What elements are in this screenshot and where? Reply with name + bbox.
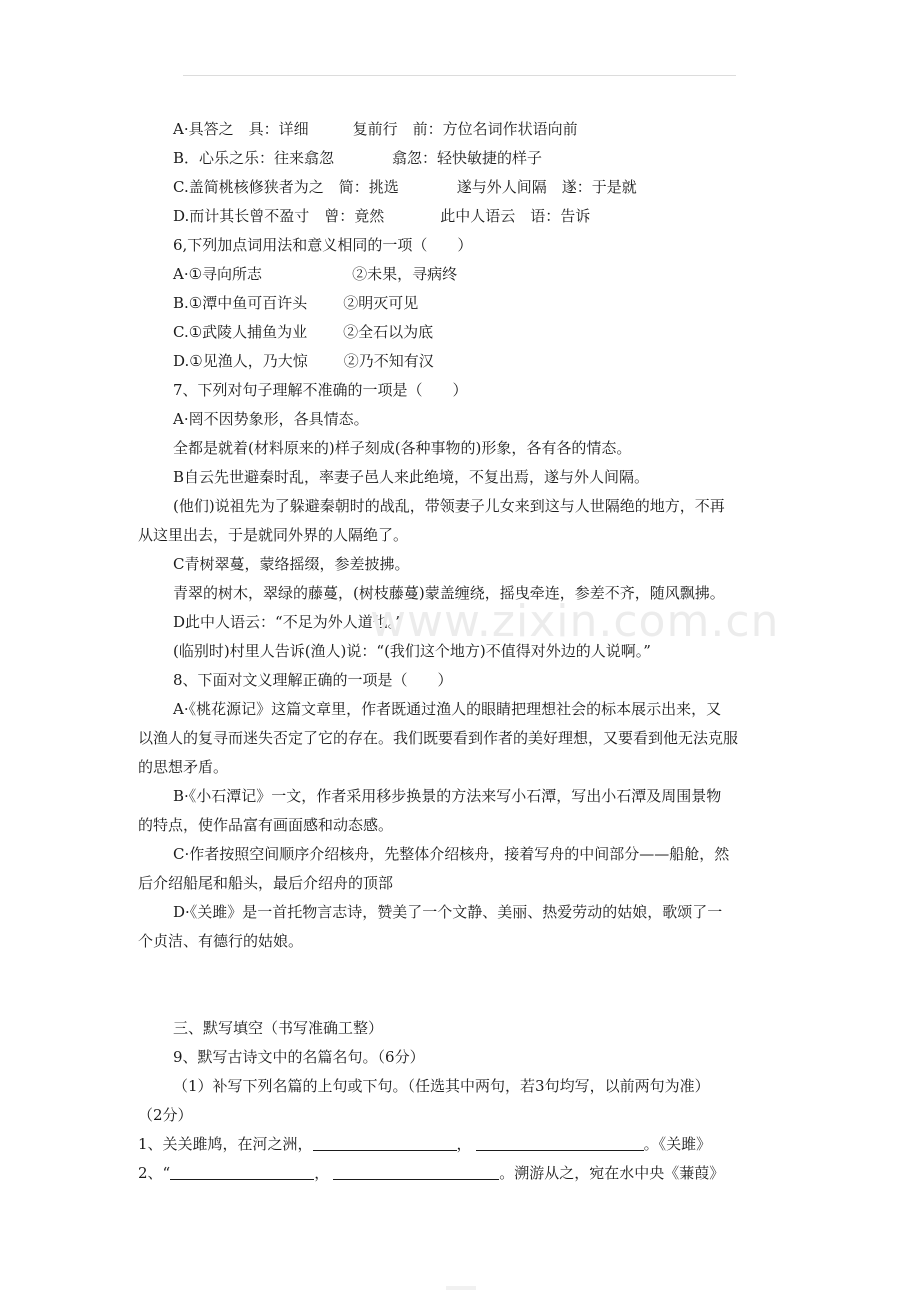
answer-blank[interactable] xyxy=(313,1136,457,1151)
q5-a-left: A·具答之 具：详细 xyxy=(173,120,309,138)
fill-item-1-separator: ， xyxy=(456,1135,472,1153)
q6-option-b xyxy=(173,293,418,313)
q5-option-c xyxy=(173,177,637,197)
q8-option-a-3: 的思想矛盾。 xyxy=(138,758,229,776)
q6-option-a xyxy=(173,264,457,284)
q9-instruction-1: （1）补写下列名篇的上句或下句。（任选其中两句，若3句均写，以前两句为准） xyxy=(173,1077,710,1095)
q7-option-c: C青树翠蔓，蒙络摇缀，参差披拂。 xyxy=(173,555,410,573)
q9-stem: 9、默写古诗文中的名篇名句。（6分） xyxy=(173,1048,425,1066)
header-rule xyxy=(183,75,736,76)
answer-blank[interactable] xyxy=(170,1165,314,1180)
q5-b-right: 翕忽：轻快敏捷的样子 xyxy=(392,149,543,167)
watermark: www.zixin.com.cn xyxy=(370,596,780,647)
q6-b-left: B.①潭中鱼可百许头 xyxy=(173,294,308,312)
q7-option-b-translation-1: (他们)说祖先为了躲避秦朝时的战乱，带领妻子儿女来到这与人世隔绝的地方，不再 xyxy=(173,497,725,515)
fill-item-1 xyxy=(138,1134,711,1154)
q5-option-a xyxy=(173,119,578,139)
q6-option-c xyxy=(173,322,433,342)
fill-item-2-prefix: 2、“ xyxy=(138,1164,171,1182)
q6-b-right: ②明灭可见 xyxy=(343,294,419,312)
fill-item-2-separator: ， xyxy=(314,1164,330,1182)
q5-a-right: 复前行 前：方位名词作状语向前 xyxy=(352,120,578,138)
q8-stem: 8、下面对文义理解正确的一项是（ ） xyxy=(173,671,453,689)
q7-stem: 7、下列对句子理解不准确的一项是（ ） xyxy=(173,381,468,399)
q8-option-b-2: 的特点，使作品富有画面感和动态感。 xyxy=(138,816,394,834)
q6-option-d xyxy=(173,351,434,371)
q5-c-left: C.盖简桃核修狭者为之 简：挑选 xyxy=(173,178,399,196)
q8-option-d-2: 个贞洁、有德行的姑娘。 xyxy=(138,932,304,950)
q6-a-right: ②未果，寻病终 xyxy=(352,265,458,283)
q6-d-left: D.①见渔人，乃大惊 xyxy=(173,352,308,370)
q5-d-right: 此中人语云 语：告诉 xyxy=(440,207,591,225)
fill-item-1-prefix: 1、关关雎鸠，在河之洲， xyxy=(138,1135,313,1153)
q9-instruction-2: （2分） xyxy=(138,1106,193,1124)
q6-c-right: ②全石以为底 xyxy=(343,323,434,341)
q8-option-a-2: 以渔人的复寻而迷失否定了它的存在。我们既要看到作者的美好理想，又要看到他无法克服 xyxy=(138,729,739,747)
q5-c-right: 遂与外人间隔 遂：于是就 xyxy=(456,178,637,196)
answer-blank[interactable] xyxy=(333,1165,499,1180)
q8-option-c-2: 后介绍船尾和船头，最后介绍舟的顶部 xyxy=(138,874,394,892)
q6-stem: 6,下列加点词用法和意义相同的一项（ ） xyxy=(173,236,473,254)
q8-option-d-1: D·《关雎》是一首托物言志诗，赞美了一个文静、美丽、热爱劳动的姑娘，歌颂了一 xyxy=(173,903,723,921)
q7-option-d: D此中人语云：“不足为外人道也。” xyxy=(173,613,403,631)
section-heading: 三、默写填空（书写准确工整） xyxy=(173,1019,384,1037)
q6-a-left: A·①寻向所志 xyxy=(173,265,263,283)
answer-blank[interactable] xyxy=(476,1136,644,1151)
fill-item-2-suffix: 。溯游从之，宛在水中央《蒹葭》 xyxy=(499,1164,725,1182)
q7-option-a-translation: 全都是就着(材料原来的)样子刻成(各种事物的)形象，各有各的情态。 xyxy=(173,439,632,457)
q5-d-left: D.而计其长曾不盈寸 曾：竟然 xyxy=(173,207,385,225)
q7-option-b-translation-2: 从这里出去，于是就同外界的人隔绝了。 xyxy=(138,526,409,544)
q5-option-d xyxy=(173,206,590,226)
q5-b-left: B．心乐之乐：往来翕忽 xyxy=(173,149,335,167)
q8-option-b-1: B·《小石潭记》一文，作者采用移步换景的方法来写小石潭，写出小石潭及周围景物 xyxy=(173,787,722,805)
q7-option-c-translation: 青翠的树木，翠绿的藤蔓，(树枝藤蔓)蒙盖缠绕，摇曳牵连，参差不齐，随风飘拂。 xyxy=(173,584,725,602)
footer-mark xyxy=(446,1286,476,1290)
q8-option-c-1: C·作者按照空间顺序介绍核舟，先整体介绍核舟，接着写舟的中间部分——船舱，然 xyxy=(173,845,730,863)
fill-item-1-suffix: 。《关雎》 xyxy=(643,1135,712,1153)
q7-option-b: B自云先世避秦时乱，率妻子邑人来此绝境，不复出焉，遂与外人间隔。 xyxy=(173,468,650,486)
q6-d-right: ②乃不知有汉 xyxy=(343,352,434,370)
q8-option-a-1: A·《桃花源记》这篇文章里，作者既通过渔人的眼睛把理想社会的标本展示出来，又 xyxy=(173,700,722,718)
q7-option-d-translation: (临别时)村里人告诉(渔人)说：“(我们这个地方)不值得对外边的人说啊。” xyxy=(173,642,651,660)
q6-c-left: C.①武陵人捕鱼为业 xyxy=(173,323,308,341)
q7-option-a: A·罔不因势象形，各具情态。 xyxy=(173,410,369,428)
q5-option-b xyxy=(173,148,542,168)
fill-item-2 xyxy=(138,1163,724,1183)
